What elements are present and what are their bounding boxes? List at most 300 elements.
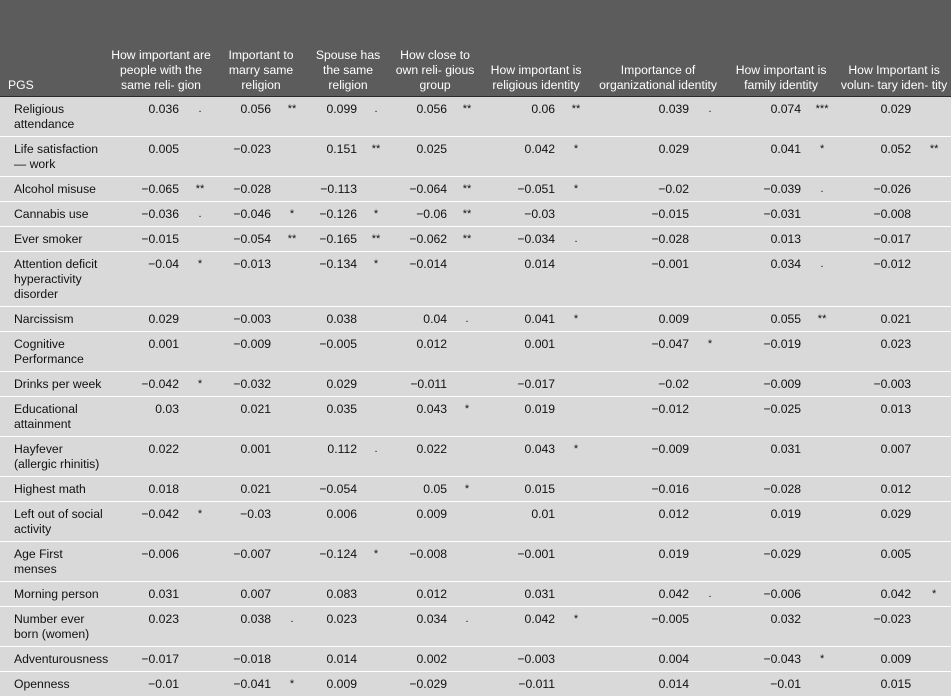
row-label: Cannabis use [0, 201, 107, 226]
significance-cell: ** [453, 201, 481, 226]
coefficient-cell: 0.036 [107, 96, 185, 136]
table-row [0, 306, 951, 331]
coefficient-cell: 0.023 [307, 606, 363, 646]
coefficient-cell: −0.005 [591, 606, 695, 646]
coefficient-cell: 0.012 [389, 331, 453, 371]
significance-cell [807, 476, 837, 501]
significance-cell [363, 371, 389, 396]
table-row [0, 136, 951, 176]
coefficient-cell: 0.004 [591, 646, 695, 671]
coefficient-cell: −0.036 [107, 201, 185, 226]
coefficient-cell: 0.014 [481, 251, 561, 306]
coefficient-cell: 0.055 [725, 306, 807, 331]
coefficient-cell: 0.041 [725, 136, 807, 176]
row-label: Adventurousness [0, 646, 107, 671]
coefficient-cell: −0.031 [725, 201, 807, 226]
coefficient-cell: 0.042 [481, 136, 561, 176]
row-label: Attention deficit hyperactivity disorder [0, 251, 107, 306]
significance-cell: . [453, 606, 481, 646]
coefficient-cell: −0.054 [215, 226, 277, 251]
significance-cell: . [185, 201, 215, 226]
table-body [0, 96, 951, 696]
significance-cell [807, 201, 837, 226]
significance-cell [917, 306, 951, 331]
row-label: Morning person [0, 581, 107, 606]
significance-cell: * [561, 176, 591, 201]
coefficient-cell: 0.03 [107, 396, 185, 436]
coefficient-cell: 0.001 [481, 331, 561, 371]
significance-cell [807, 331, 837, 371]
significance-cell [695, 646, 725, 671]
coefficient-cell: −0.028 [591, 226, 695, 251]
significance-cell [185, 396, 215, 436]
header-row [0, 0, 951, 96]
column-header: Spouse has the same religion [307, 0, 389, 96]
coefficient-cell: 0.031 [107, 581, 185, 606]
significance-cell [807, 671, 837, 696]
significance-cell [185, 136, 215, 176]
coefficient-cell: 0.029 [591, 136, 695, 176]
coefficient-cell: 0.099 [307, 96, 363, 136]
coefficient-cell: −0.113 [307, 176, 363, 201]
significance-cell: * [363, 201, 389, 226]
significance-cell [185, 331, 215, 371]
significance-cell [277, 371, 307, 396]
significance-cell [363, 646, 389, 671]
coefficient-cell: −0.062 [389, 226, 453, 251]
coefficient-cell: −0.009 [215, 331, 277, 371]
coefficient-cell: −0.001 [481, 541, 561, 581]
significance-cell [807, 541, 837, 581]
significance-cell: ** [453, 176, 481, 201]
significance-cell: * [363, 251, 389, 306]
significance-cell: ** [363, 136, 389, 176]
coefficient-cell: −0.001 [591, 251, 695, 306]
row-label: Alcohol misuse [0, 176, 107, 201]
significance-cell [917, 176, 951, 201]
table-row [0, 201, 951, 226]
coefficient-cell: 0.041 [481, 306, 561, 331]
coefficient-cell: 0.021 [837, 306, 917, 331]
significance-cell: * [277, 201, 307, 226]
significance-cell [917, 331, 951, 371]
column-header: How important is religious identity [481, 0, 591, 96]
significance-cell: * [185, 371, 215, 396]
significance-cell: . [363, 436, 389, 476]
coefficient-cell: 0.023 [107, 606, 185, 646]
significance-cell [453, 371, 481, 396]
significance-cell: * [917, 581, 951, 606]
significance-cell: * [185, 251, 215, 306]
coefficient-cell: −0.016 [591, 476, 695, 501]
coefficient-cell: 0.029 [107, 306, 185, 331]
significance-cell [917, 476, 951, 501]
row-label: Hayfever (allergic rhinitis) [0, 436, 107, 476]
column-header: How important are people with the same reli- gion [107, 0, 215, 96]
coefficient-cell: −0.042 [107, 371, 185, 396]
coefficient-cell: −0.026 [837, 176, 917, 201]
coefficient-cell: 0.151 [307, 136, 363, 176]
coefficient-cell: −0.023 [215, 136, 277, 176]
significance-cell: ** [453, 96, 481, 136]
coefficient-cell: −0.124 [307, 541, 363, 581]
significance-cell [185, 436, 215, 476]
significance-cell: * [453, 476, 481, 501]
significance-cell [561, 371, 591, 396]
coefficient-cell: −0.04 [107, 251, 185, 306]
coefficient-cell: 0.06 [481, 96, 561, 136]
significance-cell: ** [561, 96, 591, 136]
significance-cell [363, 671, 389, 696]
table-header [0, 0, 951, 96]
coefficient-cell: −0.028 [725, 476, 807, 501]
significance-cell: . [185, 96, 215, 136]
significance-cell [695, 501, 725, 541]
significance-cell [277, 136, 307, 176]
coefficient-cell: −0.007 [215, 541, 277, 581]
coefficient-cell: −0.02 [591, 176, 695, 201]
significance-cell [363, 331, 389, 371]
significance-cell [185, 226, 215, 251]
significance-cell [453, 646, 481, 671]
coefficient-cell: −0.005 [307, 331, 363, 371]
significance-cell: ** [277, 226, 307, 251]
significance-cell [561, 396, 591, 436]
coefficient-cell: −0.003 [481, 646, 561, 671]
significance-cell [453, 331, 481, 371]
table-row [0, 371, 951, 396]
coefficient-cell: 0.038 [215, 606, 277, 646]
coefficient-cell: −0.023 [837, 606, 917, 646]
row-label: Life satisfaction — work [0, 136, 107, 176]
coefficient-cell: 0.019 [591, 541, 695, 581]
coefficient-cell: −0.008 [837, 201, 917, 226]
significance-cell [277, 646, 307, 671]
coefficient-cell: −0.014 [389, 251, 453, 306]
coefficient-cell: 0.031 [725, 436, 807, 476]
significance-cell: . [807, 251, 837, 306]
significance-cell [917, 606, 951, 646]
coefficient-cell: −0.011 [481, 671, 561, 696]
table-row [0, 331, 951, 371]
coefficient-cell: 0.001 [107, 331, 185, 371]
coefficient-cell: −0.02 [591, 371, 695, 396]
coefficient-cell: 0.015 [837, 671, 917, 696]
coefficient-cell: 0.042 [481, 606, 561, 646]
coefficient-cell: 0.01 [481, 501, 561, 541]
significance-cell [561, 581, 591, 606]
coefficient-cell: 0.042 [591, 581, 695, 606]
coefficient-cell: −0.03 [215, 501, 277, 541]
significance-cell: * [807, 136, 837, 176]
coefficient-cell: 0.034 [389, 606, 453, 646]
significance-cell [807, 501, 837, 541]
significance-cell [453, 251, 481, 306]
significance-cell [917, 201, 951, 226]
coefficient-cell: 0.019 [725, 501, 807, 541]
coefficient-cell: 0.043 [389, 396, 453, 436]
significance-cell: ** [917, 136, 951, 176]
coefficient-cell: −0.043 [725, 646, 807, 671]
column-header: How important is family identity [725, 0, 837, 96]
significance-cell [363, 306, 389, 331]
coefficient-cell: −0.06 [389, 201, 453, 226]
significance-cell: * [277, 671, 307, 696]
coefficient-cell: 0.022 [107, 436, 185, 476]
significance-cell [807, 371, 837, 396]
significance-cell [807, 606, 837, 646]
significance-cell [185, 476, 215, 501]
significance-cell: * [561, 136, 591, 176]
row-label: Age First menses [0, 541, 107, 581]
coefficient-cell: 0.056 [215, 96, 277, 136]
significance-cell [453, 501, 481, 541]
significance-cell [917, 646, 951, 671]
table-row [0, 396, 951, 436]
significance-cell [277, 581, 307, 606]
significance-cell [695, 541, 725, 581]
significance-cell [453, 671, 481, 696]
coefficient-cell: 0.031 [481, 581, 561, 606]
coefficient-cell: 0.019 [481, 396, 561, 436]
significance-cell [695, 396, 725, 436]
significance-cell: * [695, 331, 725, 371]
row-label: Openness [0, 671, 107, 696]
coefficient-cell: −0.126 [307, 201, 363, 226]
significance-cell [917, 396, 951, 436]
coefficient-cell: 0.021 [215, 476, 277, 501]
column-header: Importance of organizational identity [591, 0, 725, 96]
significance-cell [561, 251, 591, 306]
coefficient-cell: 0.034 [725, 251, 807, 306]
coefficient-cell: −0.01 [725, 671, 807, 696]
significance-cell [185, 541, 215, 581]
table-row [0, 436, 951, 476]
pgs-header: PGS [0, 0, 107, 96]
row-label: Narcissism [0, 306, 107, 331]
coefficient-cell: 0.001 [215, 436, 277, 476]
significance-cell [807, 226, 837, 251]
coefficient-cell: −0.003 [837, 371, 917, 396]
significance-cell: * [363, 541, 389, 581]
significance-cell [277, 251, 307, 306]
coefficient-cell: 0.007 [215, 581, 277, 606]
row-label: Drinks per week [0, 371, 107, 396]
coefficient-cell: 0.035 [307, 396, 363, 436]
coefficient-cell: 0.013 [837, 396, 917, 436]
coefficient-cell: 0.029 [837, 501, 917, 541]
coefficient-cell: −0.065 [107, 176, 185, 201]
significance-cell [277, 476, 307, 501]
coefficient-cell: 0.009 [591, 306, 695, 331]
significance-cell [277, 396, 307, 436]
significance-cell: . [695, 581, 725, 606]
column-header: Important to marry same religion [215, 0, 307, 96]
significance-cell [185, 581, 215, 606]
coefficient-cell: −0.015 [591, 201, 695, 226]
significance-cell [917, 671, 951, 696]
significance-cell [695, 371, 725, 396]
coefficient-cell: 0.014 [307, 646, 363, 671]
coefficient-cell: −0.003 [215, 306, 277, 331]
coefficient-cell: −0.03 [481, 201, 561, 226]
significance-cell [453, 581, 481, 606]
significance-cell [561, 501, 591, 541]
significance-cell [917, 96, 951, 136]
coefficient-cell: −0.054 [307, 476, 363, 501]
significance-cell [561, 541, 591, 581]
coefficient-cell: 0.112 [307, 436, 363, 476]
table-row [0, 671, 951, 696]
coefficient-cell: 0.005 [837, 541, 917, 581]
significance-cell [917, 541, 951, 581]
significance-cell [807, 581, 837, 606]
significance-cell [363, 581, 389, 606]
significance-cell [807, 396, 837, 436]
coefficient-cell: 0.012 [837, 476, 917, 501]
table-row [0, 476, 951, 501]
significance-cell [917, 501, 951, 541]
coefficient-cell: −0.134 [307, 251, 363, 306]
coefficient-cell: 0.009 [307, 671, 363, 696]
significance-cell [695, 306, 725, 331]
coefficient-cell: −0.017 [107, 646, 185, 671]
significance-cell: . [453, 306, 481, 331]
significance-cell [695, 436, 725, 476]
coefficient-cell: 0.052 [837, 136, 917, 176]
significance-cell [277, 436, 307, 476]
coefficient-cell: −0.009 [591, 436, 695, 476]
coefficient-cell: −0.009 [725, 371, 807, 396]
table-row [0, 646, 951, 671]
table-row [0, 501, 951, 541]
coefficient-cell: −0.042 [107, 501, 185, 541]
table-row [0, 606, 951, 646]
significance-cell: . [695, 96, 725, 136]
coefficient-cell: 0.039 [591, 96, 695, 136]
significance-cell: * [561, 306, 591, 331]
significance-cell [917, 251, 951, 306]
significance-cell: * [453, 396, 481, 436]
coefficient-cell: 0.007 [837, 436, 917, 476]
coefficient-cell: 0.029 [837, 96, 917, 136]
significance-cell: * [807, 646, 837, 671]
significance-cell [917, 436, 951, 476]
row-label: Cognitive Performance [0, 331, 107, 371]
significance-cell [917, 371, 951, 396]
significance-cell [695, 476, 725, 501]
coefficient-cell: −0.025 [725, 396, 807, 436]
coefficient-cell: 0.012 [389, 581, 453, 606]
coefficient-cell: −0.008 [389, 541, 453, 581]
significance-cell: ** [807, 306, 837, 331]
coefficient-cell: −0.006 [107, 541, 185, 581]
significance-cell [695, 136, 725, 176]
row-label: Highest math [0, 476, 107, 501]
significance-cell [561, 331, 591, 371]
coefficient-cell: −0.006 [725, 581, 807, 606]
significance-cell [695, 176, 725, 201]
coefficient-cell: 0.006 [307, 501, 363, 541]
column-header: How close to own reli- gious group [389, 0, 481, 96]
significance-cell: * [561, 606, 591, 646]
significance-cell [185, 606, 215, 646]
coefficient-cell: 0.021 [215, 396, 277, 436]
coefficient-cell: −0.165 [307, 226, 363, 251]
significance-cell [277, 306, 307, 331]
significance-cell [695, 671, 725, 696]
coefficient-cell: −0.017 [481, 371, 561, 396]
significance-cell [277, 541, 307, 581]
coefficient-cell: −0.012 [591, 396, 695, 436]
coefficient-cell: 0.025 [389, 136, 453, 176]
coefficient-cell: 0.074 [725, 96, 807, 136]
row-label: Educational attainment [0, 396, 107, 436]
significance-cell: ** [363, 226, 389, 251]
significance-cell [695, 226, 725, 251]
coefficient-cell: −0.015 [107, 226, 185, 251]
table-row [0, 226, 951, 251]
coefficient-cell: 0.014 [591, 671, 695, 696]
coefficient-cell: −0.029 [725, 541, 807, 581]
significance-cell [917, 226, 951, 251]
significance-cell: . [561, 226, 591, 251]
coefficient-cell: 0.022 [389, 436, 453, 476]
significance-cell [363, 501, 389, 541]
coefficient-cell: 0.029 [307, 371, 363, 396]
coefficient-cell: 0.05 [389, 476, 453, 501]
significance-cell [695, 606, 725, 646]
significance-cell [277, 331, 307, 371]
table-row [0, 176, 951, 201]
coefficient-cell: 0.018 [107, 476, 185, 501]
coefficient-cell: −0.013 [215, 251, 277, 306]
significance-cell: * [185, 501, 215, 541]
coefficient-cell: 0.009 [389, 501, 453, 541]
significance-cell [185, 671, 215, 696]
significance-cell [363, 176, 389, 201]
coefficient-cell: 0.023 [837, 331, 917, 371]
coefficient-cell: 0.056 [389, 96, 453, 136]
significance-cell [185, 646, 215, 671]
row-label: Ever smoker [0, 226, 107, 251]
coefficient-cell: 0.012 [591, 501, 695, 541]
coefficient-cell: 0.015 [481, 476, 561, 501]
table-row [0, 96, 951, 136]
coefficient-cell: 0.005 [107, 136, 185, 176]
row-label: Left out of social activity [0, 501, 107, 541]
significance-cell [807, 436, 837, 476]
coefficient-cell: −0.01 [107, 671, 185, 696]
significance-cell [277, 176, 307, 201]
significance-cell: *** [807, 96, 837, 136]
coefficient-cell: 0.043 [481, 436, 561, 476]
significance-cell: . [807, 176, 837, 201]
coefficient-cell: −0.047 [591, 331, 695, 371]
row-label: Religious attendance [0, 96, 107, 136]
significance-cell: ** [453, 226, 481, 251]
coefficient-cell: 0.038 [307, 306, 363, 331]
significance-cell: . [363, 96, 389, 136]
coefficient-cell: −0.012 [837, 251, 917, 306]
table-row [0, 541, 951, 581]
coefficient-cell: −0.034 [481, 226, 561, 251]
significance-cell [453, 541, 481, 581]
coefficient-cell: 0.002 [389, 646, 453, 671]
significance-cell [695, 201, 725, 226]
table-row [0, 581, 951, 606]
coefficient-cell: −0.011 [389, 371, 453, 396]
